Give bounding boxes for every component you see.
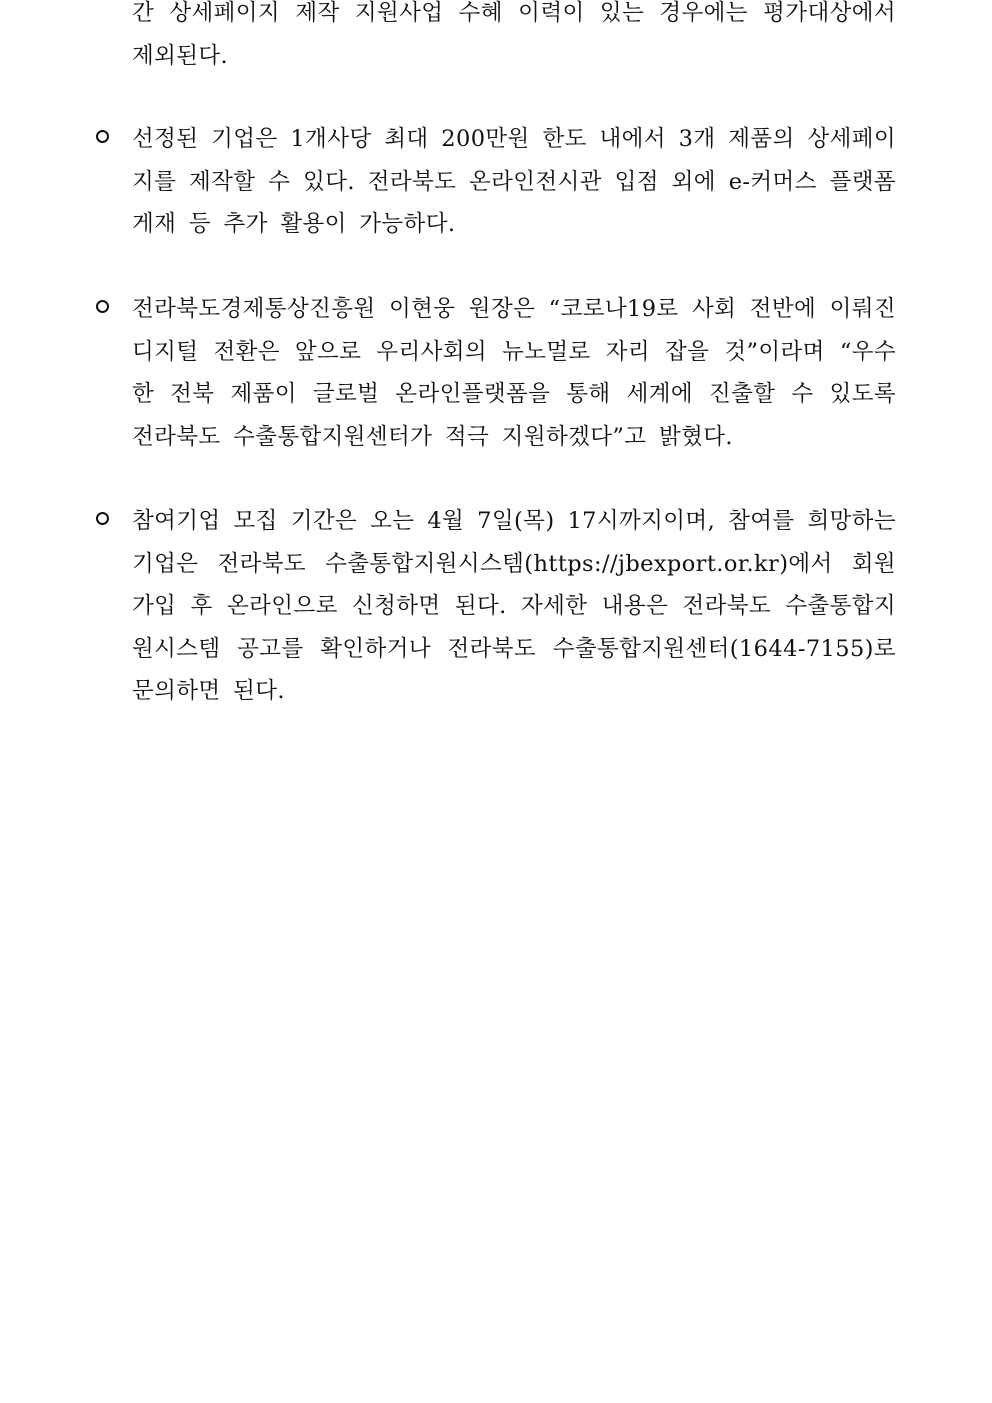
continuation-text: 간 상세페이지 제작 지원사업 수혜 이력이 있는 경우에는 평가대상에서 제외된다. (132, 0, 896, 69)
circle-bullet-icon (96, 512, 109, 525)
bullet-paragraph-quote (96, 288, 896, 458)
bullet-paragraph-application (96, 500, 896, 713)
bullet-paragraph-selection (96, 118, 896, 246)
circle-bullet-icon (96, 130, 109, 143)
paragraph-text: 참여기업 모집 기간은 오는 4월 7일(목) 17시까지이며, 참여를 희망하는 기업은 전라북도 수출통합지원시스템(https://jbexport.or.kr)에서 회원가입 후 온라인으로 신청하면 된다. 자세한 내용은 전라북도 수출통합지원시스템 공고를 확인하거나 전라북도 수출통합지원센터(1644-7155)로 문의하면 된다. (132, 508, 896, 704)
continuation-paragraph (96, 0, 896, 77)
paragraph-text: 선정된 기업은 1개사당 최대 200만원 한도 내에서 3개 제품의 상세페이지를 제작할 수 있다. 전라북도 온라인전시관 입점 외에 e-커머스 플랫폼 게재 등 추가 활용이 가능하다. (132, 126, 896, 237)
circle-bullet-icon (96, 300, 109, 313)
paragraph-text: 전라북도경제통상진흥원 이현웅 원장은 “코로나19로 사회 전반에 이뤄진 디지털 전환은 앞으로 우리사회의 뉴노멀로 자리 잡을 것”이라며 “우수한 전북 제품이 글로벌 온라인플랫폼을 통해 세계에 진출할 수 있도록 전라북도 수출통합지원센터가 적극 지원하겠다”고 밝혔다. (132, 296, 896, 450)
